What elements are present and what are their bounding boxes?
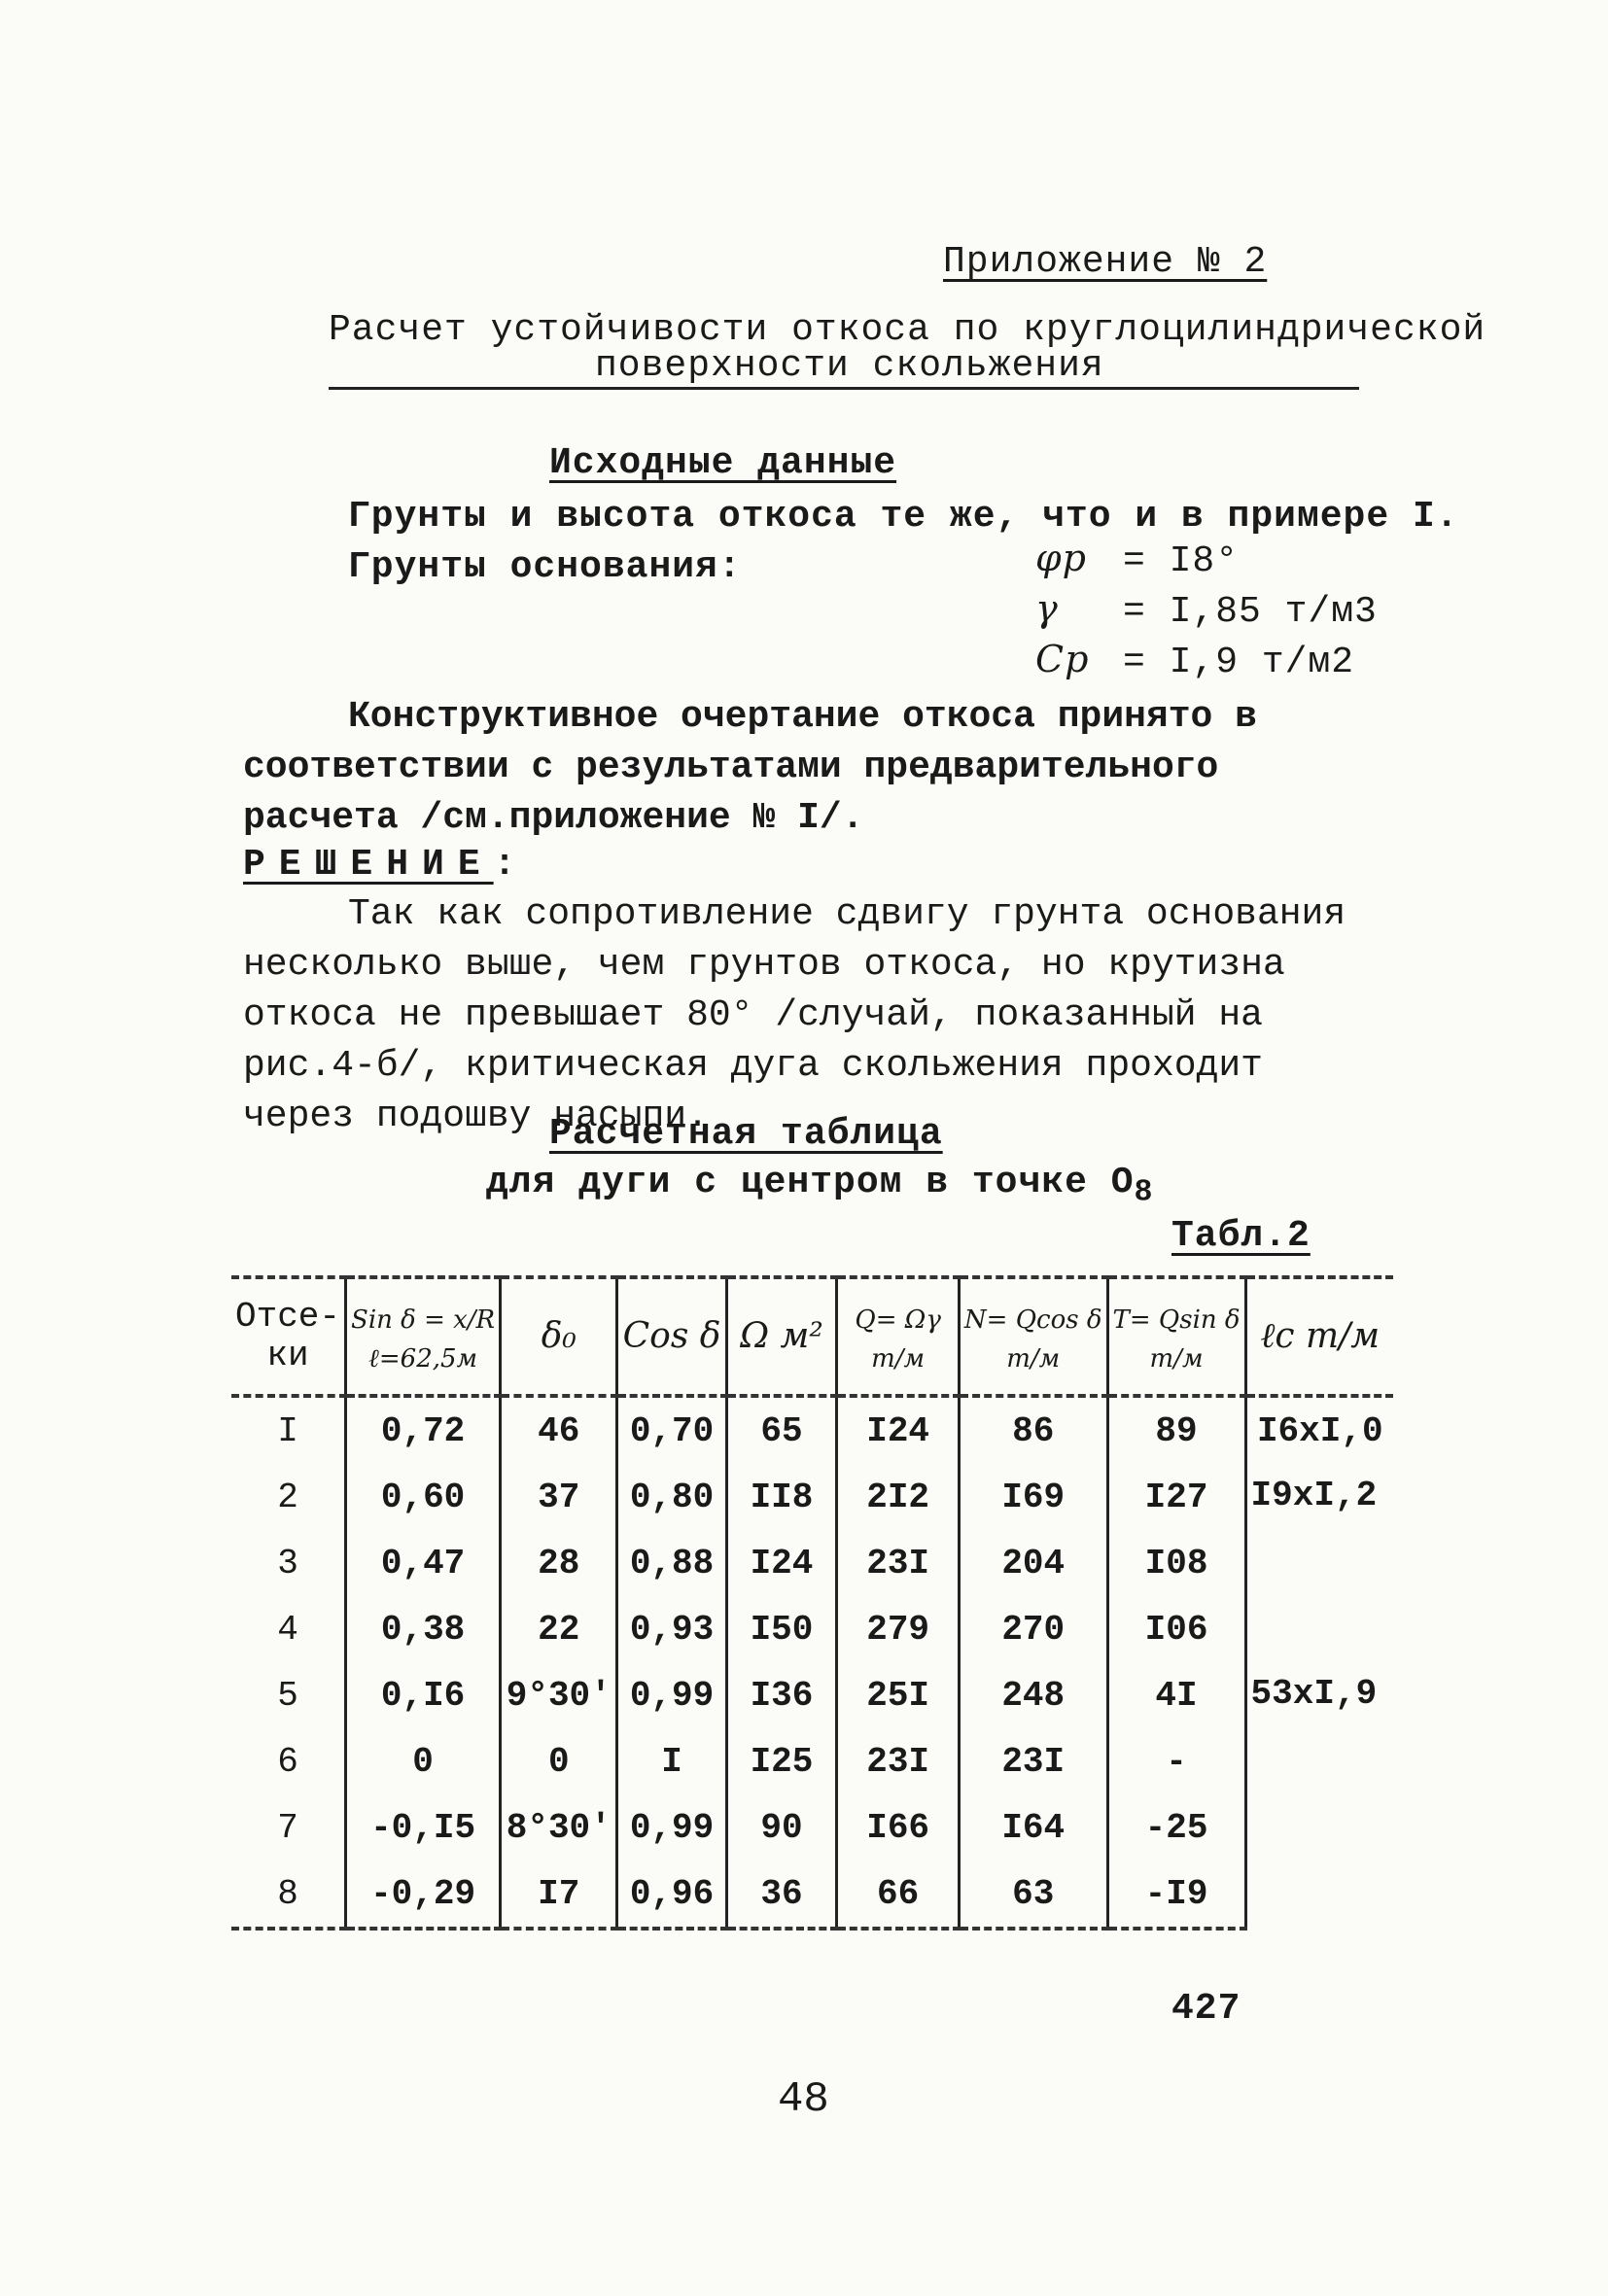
param-symbol: γ: [1035, 587, 1059, 630]
solution-heading: [243, 844, 529, 886]
cell-tangent: 89: [1107, 1396, 1245, 1464]
cell-cos: 0,80: [617, 1464, 726, 1530]
cell-cos: 0,96: [617, 1861, 726, 1929]
param-value: = I,9 т/м2: [1123, 642, 1355, 683]
cell-tangent: -25: [1107, 1794, 1245, 1861]
param-value: = I,85 т/м3: [1123, 591, 1378, 633]
cell-sin: 0: [346, 1728, 501, 1794]
table-subheading-text: для дуги с центром в точке О: [486, 1162, 1135, 1203]
cell-area: 90: [726, 1794, 837, 1861]
cell-weight: I24: [837, 1396, 960, 1464]
col-header-cos: [617, 1277, 726, 1396]
cell-normal: 204: [959, 1530, 1107, 1596]
cell-tangent: I06: [1107, 1596, 1245, 1662]
cell-cos: 0,99: [617, 1662, 726, 1728]
col-header-text: δ₀: [541, 1316, 577, 1356]
param-phi: [1035, 537, 1239, 582]
cell-normal: 23I: [959, 1728, 1107, 1794]
table-row: [231, 1728, 1393, 1794]
cell-angle: 46: [501, 1396, 617, 1464]
cell-cohesion: I9xI,2: [1245, 1464, 1393, 1662]
table-row: [231, 1861, 1393, 1929]
cell-weight: 25I: [837, 1662, 960, 1728]
calculation-table: [231, 1275, 1393, 1931]
cell-angle: 9°30': [501, 1662, 617, 1728]
solution-paragraph: [243, 889, 1371, 1142]
col-header-normal: [959, 1277, 1107, 1396]
cell-area: 65: [726, 1396, 837, 1464]
cell-sin: 0,38: [346, 1596, 501, 1662]
cell-sin: 0,I6: [346, 1662, 501, 1728]
table-number: Табл.2: [1171, 1215, 1311, 1257]
col-header-sin: [346, 1277, 501, 1396]
cell-angle: 22: [501, 1596, 617, 1662]
cell-angle: 37: [501, 1464, 617, 1530]
col-header-tangent: [1107, 1277, 1245, 1396]
cell-angle: 28: [501, 1530, 617, 1596]
param-gamma: [1035, 587, 1378, 633]
cell-cohesion: I6xI,0: [1245, 1396, 1393, 1464]
cell-area: I50: [726, 1596, 837, 1662]
col-header-text: Cos δ: [622, 1316, 721, 1356]
table-row: [231, 1396, 1393, 1464]
cell-angle: I7: [501, 1861, 617, 1929]
table-header-row: [231, 1277, 1393, 1396]
table-subheading: [486, 1162, 1154, 1210]
col-header-text: Sin δ = x/R ℓ=62,5м: [351, 1305, 496, 1374]
cell-cos: 0,70: [617, 1396, 726, 1464]
table-row: [231, 1530, 1393, 1596]
table-row: [231, 1662, 1393, 1728]
cell-weight: 23I: [837, 1728, 960, 1794]
tangent-total: 427: [1171, 1988, 1241, 2030]
appendix-label: Приложение № 2: [943, 241, 1268, 283]
solution-heading-text: РЕШЕНИЕ: [243, 844, 494, 886]
cell-segment: I: [277, 1410, 298, 1451]
cell-sin: 0,72: [346, 1396, 501, 1464]
cell-area: I36: [726, 1662, 837, 1728]
cell-normal: I69: [959, 1464, 1107, 1530]
cell-tangent: I08: [1107, 1530, 1245, 1596]
col-header-text: Отсе- ки: [235, 1297, 341, 1375]
cell-tangent: I27: [1107, 1464, 1245, 1530]
soils-sentence: Грунты и высота откоса те же, что и в примере I.: [348, 496, 1459, 538]
solution-colon: :: [493, 844, 530, 886]
param-symbol: φp: [1035, 537, 1087, 579]
initial-data-heading: Исходные данные: [549, 442, 897, 484]
title-rule: [329, 387, 1359, 390]
cell-area: 36: [726, 1861, 837, 1929]
page-number: 48: [778, 2075, 829, 2124]
cell-sin: -0,I5: [346, 1794, 501, 1861]
cell-segment: 4: [277, 1609, 298, 1650]
cell-cohesion: 53xI,9: [1245, 1662, 1393, 1929]
cell-weight: 66: [837, 1861, 960, 1929]
title-line-2: поверхности скольжения: [595, 345, 1104, 387]
table-row: [231, 1464, 1393, 1530]
base-soils-label: Грунты основания:: [348, 546, 742, 588]
cell-normal: 248: [959, 1662, 1107, 1728]
cell-area: II8: [726, 1464, 837, 1530]
cell-normal: 63: [959, 1861, 1107, 1929]
col-header-text: Q= Ωγ т/м: [855, 1305, 941, 1374]
cell-angle: 8°30': [501, 1794, 617, 1861]
col-header-text: N= Qcos δ т/м: [963, 1305, 1102, 1374]
cell-tangent: -I9: [1107, 1861, 1245, 1929]
design-paragraph: [243, 692, 1371, 844]
param-value: = I8°: [1123, 540, 1240, 582]
cell-cos: 0,99: [617, 1794, 726, 1861]
cell-tangent: 4I: [1107, 1662, 1245, 1728]
col-header-weight: [837, 1277, 960, 1396]
col-header-text: T= Qsin δ т/м: [1112, 1305, 1241, 1374]
cell-angle: 0: [501, 1728, 617, 1794]
col-header-text: Ω м²: [740, 1316, 823, 1356]
col-header-cohesion: [1245, 1277, 1393, 1396]
cell-tangent: -: [1107, 1728, 1245, 1794]
cell-weight: I66: [837, 1794, 960, 1861]
param-symbol: Cp: [1035, 638, 1090, 680]
point-subscript: 8: [1134, 1174, 1154, 1210]
cell-segment: 7: [277, 1807, 298, 1848]
param-cohesion: [1035, 638, 1354, 683]
cell-segment: 5: [277, 1675, 298, 1716]
cell-normal: I64: [959, 1794, 1107, 1861]
cell-segment: 3: [277, 1543, 298, 1583]
cell-sin: 0,60: [346, 1464, 501, 1530]
title-line-1: Расчет устойчивости откоса по круглоцилиндрической: [329, 309, 1486, 351]
table-row: [231, 1794, 1393, 1861]
cell-cos: I: [617, 1728, 726, 1794]
cell-normal: 270: [959, 1596, 1107, 1662]
cell-weight: 23I: [837, 1530, 960, 1596]
cell-segment: 2: [277, 1477, 298, 1517]
cell-cos: 0,93: [617, 1596, 726, 1662]
cell-sin: -0,29: [346, 1861, 501, 1929]
col-header-text: ℓc т/м: [1260, 1316, 1381, 1356]
cell-weight: 279: [837, 1596, 960, 1662]
cell-area: I24: [726, 1530, 837, 1596]
cell-normal: 86: [959, 1396, 1107, 1464]
col-header-segment: [231, 1277, 346, 1396]
cell-weight: 2I2: [837, 1464, 960, 1530]
table-heading: Расчетная таблица: [549, 1113, 943, 1155]
cell-cos: 0,88: [617, 1530, 726, 1596]
cell-area: I25: [726, 1728, 837, 1794]
cell-segment: 6: [277, 1741, 298, 1782]
design-text: Конструктивное очертание откоса принято в соответствии с результатами предварительного расчета /см.приложение № I/.: [243, 696, 1257, 839]
col-header-angle: [501, 1277, 617, 1396]
cell-segment: 8: [231, 1861, 346, 1929]
col-header-area: [726, 1277, 837, 1396]
cell-sin: 0,47: [346, 1530, 501, 1596]
solution-text: Так как сопротивление сдвигу грунта основания несколько выше, чем грунтов откоса, но крутизна откоса не превышает 80° /случай, показанный на рис.4-б/, критическая дуга скольжения проходит через подошву насыпи.: [243, 893, 1346, 1137]
table-row: [231, 1596, 1393, 1662]
